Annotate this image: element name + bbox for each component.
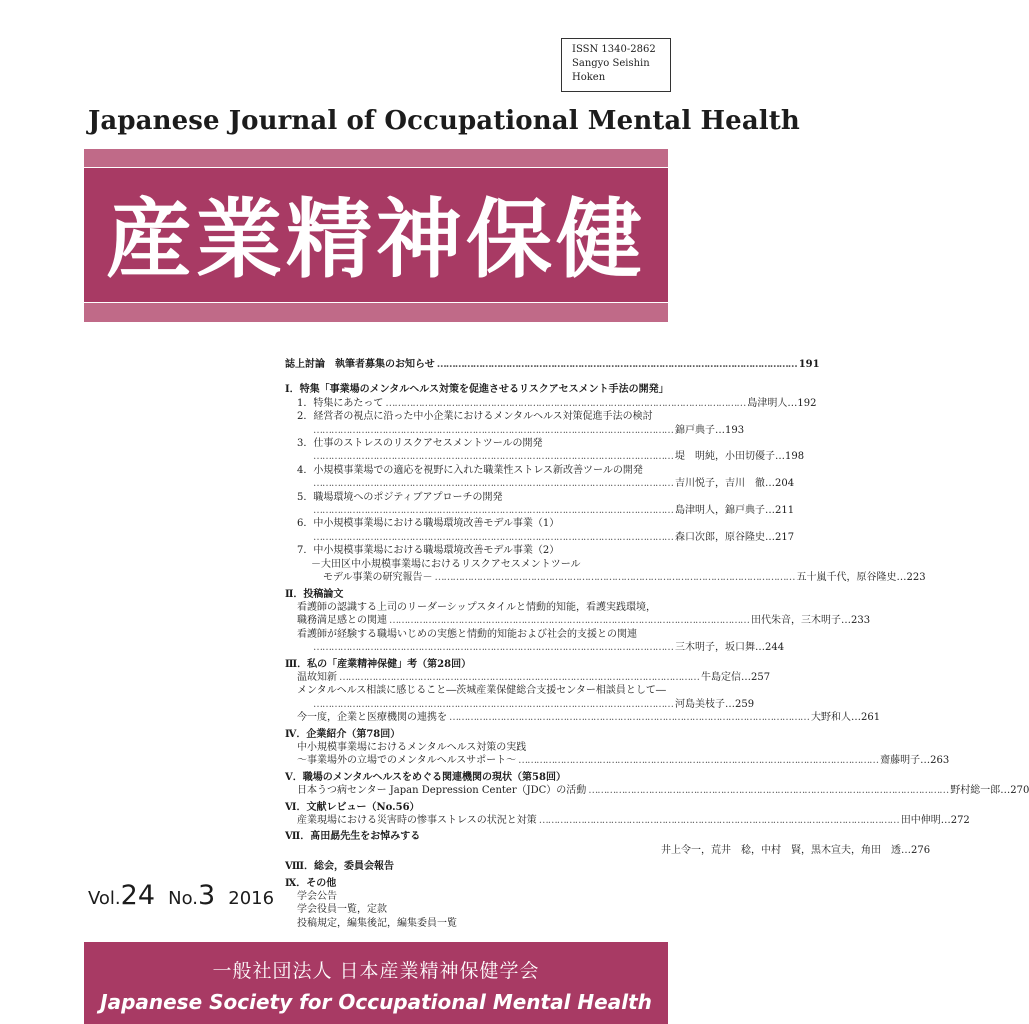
- toc-item[interactable]: 7．中小規模事業場における職場環境改善モデル事業（2）: [297, 545, 560, 557]
- toc-item[interactable]: 投稿規定，編集後記，編集委員一覧: [297, 917, 457, 929]
- toc-item[interactable]: 学会役員一覧，定款: [297, 904, 387, 916]
- toc-item[interactable]: 中小規模事業場におけるメンタルヘルス対策の実践: [297, 741, 527, 753]
- toc-item-author: ………………………………………………………………………………………………………… 三木明子，坂口舞…244: [285, 641, 685, 654]
- toc-section-9[interactable]: Ⅸ．その他: [285, 877, 337, 889]
- toc-section-2[interactable]: Ⅱ．投稿論文: [285, 588, 344, 600]
- publisher-footer: [84, 942, 668, 1024]
- toc-item: ～事業場外の立場でのメンタルヘルスサポート～ ………………………………………………………………………………………………………… 齋藤明子…263: [285, 754, 685, 767]
- issn-box: [561, 38, 671, 92]
- toc-item[interactable]: 5．職場環境へのポジティブアプローチの開発: [297, 491, 503, 503]
- volume-label: Vol.: [88, 888, 121, 909]
- toc-section-8[interactable]: Ⅷ．総会，委員会報告: [285, 861, 394, 873]
- toc-item-subtitle: －大田区中小規模事業場におけるリスクアセスメントツール: [311, 558, 581, 570]
- issn-romaji-2: Hoken: [572, 72, 606, 83]
- toc-item-author: ………………………………………………………………………………………………………… 河島美枝子…259: [285, 698, 685, 711]
- issn-number: ISSN 1340-2862: [572, 44, 656, 55]
- toc-item[interactable]: 学会公告: [297, 891, 337, 903]
- toc-item[interactable]: 2．経営者の視点に沿った中小企業におけるメンタルヘルス対策促進手法の検討: [297, 411, 653, 423]
- toc-section-7[interactable]: Ⅶ．髙田勗先生をお悼みする: [285, 831, 421, 843]
- publisher-japanese: 一般社団法人 日本産業精神保健学会: [212, 960, 540, 982]
- toc-item[interactable]: メンタルヘルス相談に感じること―茨城産業保健総合支援センター相談員として―: [297, 685, 666, 697]
- toc-item[interactable]: 日本うつ病センター Japan Depression Center（JDC）の活動 ………………………………………………………………………………………………………… 野村総一郎…270: [285, 784, 685, 797]
- volume-info: [88, 880, 274, 911]
- toc-item[interactable]: 3．仕事のストレスのリスクアセスメントツールの開発: [297, 438, 543, 450]
- toc-item-author: ………………………………………………………………………………………………………… 吉川悦子，吉川 徹…204: [285, 477, 685, 490]
- toc-item[interactable]: 看護師の認識する上司のリーダーシップスタイルと情動的知能，看護実践環境，: [297, 601, 656, 613]
- toc-item[interactable]: 1．特集にあたって ………………………………………………………………………………………………………… 島津明人…192: [285, 397, 685, 410]
- issn-romaji-1: Sangyo Seishin: [572, 58, 650, 69]
- toc-section-3[interactable]: Ⅲ．私の「産業精神保健」考（第28回）: [285, 658, 472, 670]
- toc-item[interactable]: 温故知新 ………………………………………………………………………………………………………… 牛島定信…257: [285, 671, 685, 684]
- toc-section-4[interactable]: Ⅳ．企業紹介（第78回）: [285, 728, 401, 740]
- toc-item[interactable]: 4．小規模事業場での適応を視野に入れた職業性ストレス新改善ツールの開発: [297, 464, 643, 476]
- toc-item[interactable]: 今一度，企業と医療機関の連携を ………………………………………………………………………………………………………… 大野和人…261: [285, 711, 685, 724]
- table-of-contents: [285, 358, 1029, 930]
- year: 2016: [228, 888, 275, 909]
- title-band-top: [84, 149, 668, 167]
- toc-section-6[interactable]: Ⅵ．文献レビュー（No.56）: [285, 801, 420, 813]
- toc-section-1[interactable]: Ⅰ．特集「事業場のメンタルヘルス対策を促進させるリスクアセスメント手法の開発」: [285, 384, 669, 396]
- volume-number: 24: [120, 880, 156, 911]
- toc-section-5[interactable]: Ⅴ．職場のメンタルヘルスをめぐる関連機関の現状（第58回）: [285, 771, 566, 783]
- journal-japanese-title: 産業精神保健: [106, 190, 646, 290]
- issue-label: No.: [168, 888, 198, 909]
- toc-notice[interactable]: 誌上討論 執筆者募集のお知らせ ………………………………………………………………………………………………………… 191: [285, 358, 685, 371]
- toc-item[interactable]: 看護師が経験する職場いじめの実態と情動的知能および社会的支援との関連: [297, 628, 637, 640]
- toc-item-author: ………………………………………………………………………………………………………… 堤 明純，小田切優子…198: [285, 450, 685, 463]
- toc-item: 職務満足感との関連 ………………………………………………………………………………………………………… 田代朱音，三木明子…233: [285, 614, 685, 627]
- journal-english-title: Japanese Journal of Occupational Mental Health: [88, 106, 800, 136]
- toc-item-author: 井上令一，荒井 稔，中村 賢，黒木宣夫，角田 透…276: [661, 844, 931, 856]
- toc-item-author: ………………………………………………………………………………………………………… 錦戸典子…193: [285, 424, 685, 437]
- toc-item[interactable]: 6．中小規模事業場における職場環境改善モデル事業（1）: [297, 518, 560, 530]
- toc-item-subtitle: モデル事業の研究報告－ ………………………………………………………………………………………………………… 五十嵐千代，原谷隆史…223: [285, 571, 685, 584]
- toc-item-author: ………………………………………………………………………………………………………… 島津明人，錦戸典子…211: [285, 504, 685, 517]
- toc-item[interactable]: 産業現場における災害時の惨事ストレスの状況と対策 ………………………………………………………………………………………………………… 田中伸明…272: [285, 814, 685, 827]
- toc-item-author: ………………………………………………………………………………………………………… 森口次郎，原谷隆史…217: [285, 531, 685, 544]
- title-band-bottom: [84, 303, 668, 322]
- issue-number: 3: [198, 880, 216, 911]
- publisher-english: Japanese Society for Occupational Mental Health: [100, 990, 652, 1014]
